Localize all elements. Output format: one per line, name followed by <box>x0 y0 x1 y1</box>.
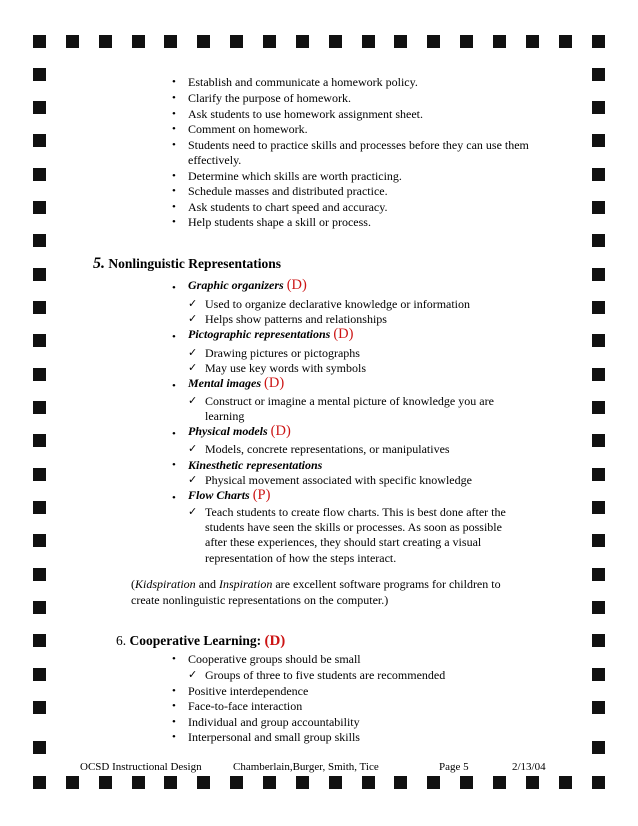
border-square <box>592 301 605 314</box>
bullet: • <box>172 282 176 294</box>
bullet: • <box>172 108 176 120</box>
list-item: Teach students to create flow charts. This is best done after the <box>205 505 506 519</box>
border-square <box>460 776 473 789</box>
border-square <box>592 168 605 181</box>
bullet: • <box>172 123 176 135</box>
bullet: • <box>172 201 176 213</box>
list-item: Construct or imagine a mental picture of knowledge you are <box>205 394 494 408</box>
border-square <box>394 776 407 789</box>
border-square <box>263 776 276 789</box>
border-square <box>592 668 605 681</box>
list-item-continuation: effectively. <box>188 153 242 167</box>
subheading <box>188 376 284 391</box>
list-item: Groups of three to five students are recommended <box>205 668 446 682</box>
border-square <box>493 776 506 789</box>
note-software-name: Kidspiration <box>135 577 196 591</box>
section-5-heading <box>93 255 281 273</box>
border-square <box>296 35 309 48</box>
border-square <box>592 201 605 214</box>
footer-org: OCSD Instructional Design <box>80 761 202 773</box>
list-item: Ask students to chart speed and accuracy. <box>188 200 388 214</box>
note-software-name: Inspiration <box>219 577 273 591</box>
check-icon: ✓ <box>188 298 198 310</box>
border-square <box>493 35 506 48</box>
border-square <box>460 35 473 48</box>
border-square <box>427 35 440 48</box>
border-square <box>592 35 605 48</box>
border-square <box>559 35 572 48</box>
border-square <box>592 368 605 381</box>
subheading-label: Flow Charts <box>188 488 250 502</box>
border-square <box>197 35 210 48</box>
list-item: Comment on homework. <box>188 122 308 136</box>
border-square <box>592 568 605 581</box>
section-title: Nonlinguistic Representations <box>108 256 282 271</box>
check-icon: ✓ <box>188 362 198 374</box>
list-item: Helps show patterns and relationships <box>205 312 387 326</box>
border-square <box>296 776 309 789</box>
border-square <box>33 301 46 314</box>
bullet: • <box>172 380 176 392</box>
note-text: and <box>198 577 217 591</box>
border-square <box>164 776 177 789</box>
check-icon: ✓ <box>188 669 198 681</box>
border-square <box>329 776 342 789</box>
border-square <box>99 35 112 48</box>
border-square <box>592 741 605 754</box>
border-square <box>33 268 46 281</box>
border-square <box>592 501 605 514</box>
note-text: are excellent software programs for children to <box>275 577 501 591</box>
border-square <box>33 601 46 614</box>
section-number: 5. <box>93 255 105 272</box>
list-item: Positive interdependence <box>188 684 309 698</box>
list-item: Help students shape a skill or process. <box>188 215 371 229</box>
border-square <box>33 68 46 81</box>
border-square <box>592 101 605 114</box>
bullet: • <box>172 170 176 182</box>
border-square <box>592 701 605 714</box>
type-tag: (D) <box>333 326 354 342</box>
border-square <box>592 601 605 614</box>
border-square <box>33 634 46 647</box>
software-note-line-2: create nonlinguistic representations on the computer.) <box>131 593 389 607</box>
border-square <box>33 568 46 581</box>
list-item-continuation: students have seen the skills or processes. As soon as possible <box>205 520 502 534</box>
bullet: • <box>172 685 176 697</box>
border-square <box>197 776 210 789</box>
border-square <box>592 401 605 414</box>
type-tag: (D) <box>264 375 285 391</box>
subheading <box>188 458 322 473</box>
list-item-continuation: learning <box>205 409 245 423</box>
border-square <box>230 776 243 789</box>
border-square <box>132 776 145 789</box>
check-icon: ✓ <box>188 347 198 359</box>
border-square <box>329 35 342 48</box>
list-item: Ask students to use homework assignment sheet. <box>188 107 423 121</box>
bullet: • <box>172 492 176 504</box>
border-square <box>394 35 407 48</box>
bullet: • <box>172 76 176 88</box>
list-item: Face-to-face interaction <box>188 699 303 713</box>
subheading-label: Graphic organizers <box>188 278 284 292</box>
subheading <box>188 278 307 293</box>
border-square <box>33 134 46 147</box>
section-title: Cooperative Learning: <box>129 633 262 648</box>
border-square <box>33 668 46 681</box>
border-square <box>559 776 572 789</box>
list-item: Establish and communicate a homework policy. <box>188 75 418 89</box>
list-item: Interpersonal and small group skills <box>188 730 360 744</box>
border-square <box>526 776 539 789</box>
list-item: Used to organize declarative knowledge or information <box>205 297 471 311</box>
border-square <box>526 35 539 48</box>
border-square <box>66 35 79 48</box>
border-square <box>33 334 46 347</box>
list-item: Drawing pictures or pictographs <box>205 346 360 360</box>
list-item: Schedule masses and distributed practice. <box>188 184 388 198</box>
border-square <box>33 501 46 514</box>
border-square <box>33 741 46 754</box>
type-tag: (D) <box>270 423 291 439</box>
border-square <box>592 468 605 481</box>
type-tag: (D) <box>286 277 307 293</box>
border-square <box>362 35 375 48</box>
border-square <box>33 401 46 414</box>
check-icon: ✓ <box>188 474 198 486</box>
footer-authors: Chamberlain,Burger, Smith, Tice <box>233 761 379 773</box>
note-paren: ( <box>131 577 135 591</box>
footer-date: 2/13/04 <box>512 761 546 773</box>
subheading <box>188 327 353 342</box>
check-icon: ✓ <box>188 395 198 407</box>
border-square <box>263 35 276 48</box>
list-item: Physical movement associated with specific knowledge <box>205 473 472 487</box>
bullet: • <box>172 459 176 471</box>
check-icon: ✓ <box>188 443 198 455</box>
list-item: May use key words with symbols <box>205 361 366 375</box>
bullet: • <box>172 731 176 743</box>
bullet: • <box>172 700 176 712</box>
subheading-label: Physical models <box>188 424 268 438</box>
border-square <box>592 68 605 81</box>
border-square <box>164 35 177 48</box>
list-item: Determine which skills are worth practicing. <box>188 169 402 183</box>
border-square <box>66 776 79 789</box>
section-number: 6. <box>116 633 127 648</box>
border-square <box>33 701 46 714</box>
border-square <box>592 434 605 447</box>
bullet: • <box>172 653 176 665</box>
type-tag: (D) <box>264 633 286 649</box>
border-square <box>230 35 243 48</box>
border-square <box>33 101 46 114</box>
footer-page: Page 5 <box>439 761 469 773</box>
subheading <box>188 488 270 503</box>
border-square <box>362 776 375 789</box>
subheading <box>188 424 291 439</box>
bullet: • <box>172 92 176 104</box>
bullet: • <box>172 185 176 197</box>
list-item-continuation: after these experiences, they should start creating a visual <box>205 535 482 549</box>
border-square <box>99 776 112 789</box>
subheading-label: Pictographic representations <box>188 327 331 341</box>
subheading-label: Mental images <box>188 376 262 390</box>
border-square <box>33 434 46 447</box>
border-square <box>33 368 46 381</box>
border-square <box>132 35 145 48</box>
list-item: Students need to practice skills and processes before they can use them <box>188 138 529 152</box>
bullet: • <box>172 139 176 151</box>
type-tag: (P) <box>252 487 271 503</box>
list-item: Individual and group accountability <box>188 715 360 729</box>
border-square <box>592 634 605 647</box>
list-item: Clarify the purpose of homework. <box>188 91 351 105</box>
border-square <box>592 334 605 347</box>
border-square <box>33 168 46 181</box>
bullet: • <box>172 428 176 440</box>
border-square <box>592 776 605 789</box>
software-note-line-1 <box>131 577 501 592</box>
bullet: • <box>172 216 176 228</box>
border-square <box>33 468 46 481</box>
border-square <box>33 201 46 214</box>
subheading-label: Kinesthetic representations <box>188 458 323 472</box>
border-square <box>33 35 46 48</box>
list-item: Cooperative groups should be small <box>188 652 361 666</box>
list-item-continuation: representation of how the steps interact. <box>205 551 397 565</box>
border-square <box>33 534 46 547</box>
check-icon: ✓ <box>188 506 198 518</box>
list-item: Models, concrete representations, or manipulatives <box>205 442 450 456</box>
bullet: • <box>172 331 176 343</box>
border-square <box>33 776 46 789</box>
border-square <box>592 134 605 147</box>
border-square <box>592 534 605 547</box>
border-square <box>592 268 605 281</box>
section-6-heading <box>116 633 285 650</box>
border-square <box>427 776 440 789</box>
border-square <box>592 234 605 247</box>
bullet: • <box>172 716 176 728</box>
check-icon: ✓ <box>188 313 198 325</box>
border-square <box>33 234 46 247</box>
